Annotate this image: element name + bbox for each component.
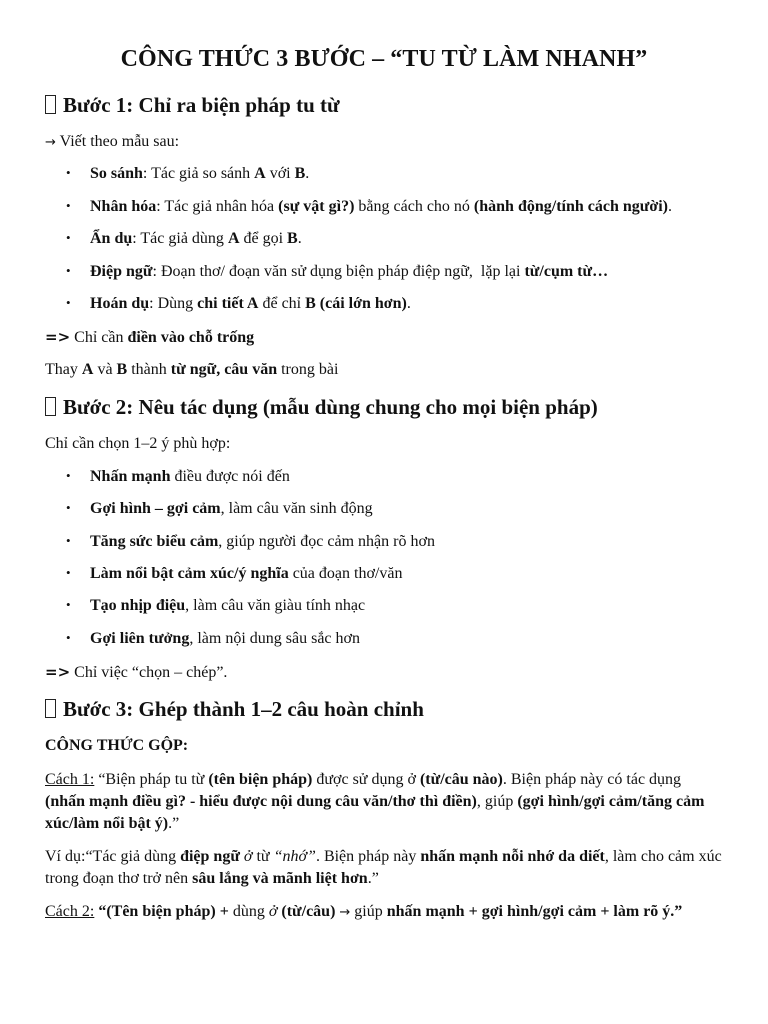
note-text: thành [127, 361, 171, 378]
para-text: dùng [232, 903, 269, 920]
heading-box-icon [45, 397, 56, 416]
item-text: với [265, 165, 295, 182]
para-text: “Biện pháp tu từ [94, 771, 209, 788]
item-bold: Gợi liên tưởng [90, 630, 190, 647]
list-item [90, 165, 309, 183]
conclusion-text: Chỉ cần [70, 329, 128, 346]
list-item [90, 533, 435, 551]
list-item [90, 468, 290, 486]
way2-label: Cách 2: [45, 903, 95, 920]
document-title: CÔNG THỨC 3 BƯỚC – “TU TỪ LÀM NHANH” [120, 46, 648, 72]
note-bold: từ ngữ, câu văn [170, 361, 278, 378]
para-text: Ví dụ:“Tác giả dùng [45, 848, 181, 865]
para-bold: (nhấn mạnh điều gì? - hiểu được nội dung câu văn/thơ thì điền) [45, 793, 477, 810]
step1-heading-text: Bước 1: Chỉ ra biện pháp tu từ [63, 93, 340, 117]
list-item [90, 630, 360, 648]
item-text: của đoạn thơ/văn [288, 565, 403, 582]
para-bold: (từ/câu) [277, 903, 336, 920]
step2-heading [45, 395, 598, 420]
step2-conclusion [45, 663, 227, 682]
para-text: .” [168, 815, 180, 832]
item-bold: B [294, 165, 306, 182]
note-bold: B [116, 361, 128, 378]
right-arrow-icon: → [45, 135, 56, 150]
heading-box-icon [45, 699, 56, 718]
conclusion-text: Chỉ việc “chọn – chép”. [70, 664, 228, 681]
para-text: giúp [350, 903, 387, 920]
item-text: . [406, 295, 411, 312]
item-term: Điệp ngữ [90, 263, 153, 280]
double-arrow-icon: => [45, 328, 71, 346]
item-text: . [297, 230, 302, 247]
list-item [90, 263, 608, 281]
para-bold: (tên biện pháp) [208, 771, 313, 788]
para-italic: ở [239, 848, 253, 865]
item-bold: Làm nổi bật cảm xúc/ý nghĩa [90, 565, 289, 582]
item-term: Nhân hóa [90, 198, 157, 215]
item-bold: A [254, 165, 266, 182]
list-item [90, 230, 302, 248]
item-text: , làm câu văn giàu tính nhạc [185, 597, 366, 614]
way1-paragraph [45, 769, 725, 835]
item-text: , làm câu văn sinh động [220, 500, 373, 517]
note-bold: A [81, 361, 94, 378]
step1-intro [45, 133, 179, 151]
para-text: , làm cho cảm xúc trong đoạn thơ trở nên [45, 848, 722, 887]
list-item [90, 597, 365, 615]
item-text: để chỉ [258, 295, 306, 312]
para-italic: “nhớ” [273, 848, 316, 865]
conclusion-bold: điền vào chỗ trống [127, 329, 255, 346]
para-bold: nhấn mạnh nỗi nhớ da diết [420, 848, 605, 865]
step3-heading-text: Bước 3: Ghép thành 1–2 câu hoàn chỉnh [63, 697, 424, 721]
note-text: và [93, 361, 117, 378]
para-text: . Biện pháp này [315, 848, 421, 865]
item-term: Ẩn dụ [90, 230, 133, 247]
para-text: được sử dụng ở [312, 771, 420, 788]
heading-box-icon [45, 95, 56, 114]
para-bold: “(Tên biện pháp) + [94, 903, 233, 920]
list-item [90, 198, 672, 216]
step1-replace-note [45, 361, 338, 379]
note-text: trong bài [277, 361, 339, 378]
item-bold: Tạo nhịp điệu [90, 597, 186, 614]
item-bold: (hành động/tính cách người) [473, 198, 668, 215]
para-text: từ [252, 848, 274, 865]
note-text: Thay [45, 361, 82, 378]
para-bold: điệp ngữ [180, 848, 240, 865]
para-text: , giúp [476, 793, 518, 810]
para-italic: ở [268, 903, 278, 920]
item-text: điều được nói đến [170, 468, 290, 485]
item-text: : Dùng [149, 295, 198, 312]
step2-intro: Chỉ cần chọn 1–2 ý phù hợp: [45, 435, 231, 452]
step2-heading-text: Bước 2: Nêu tác dụng (mẫu dùng chung cho mọi biện pháp) [63, 395, 598, 419]
para-text: . Biện pháp này có tác dụng [502, 771, 682, 788]
step1-intro-text: Viết theo mẫu sau: [59, 133, 180, 150]
item-bold: Nhấn mạnh [90, 468, 171, 485]
item-term: Hoán dụ [90, 295, 150, 312]
list-item [90, 295, 411, 313]
way2-paragraph [45, 901, 725, 924]
right-arrow-icon: → [339, 905, 351, 920]
item-text: : Tác giả so sánh [142, 165, 255, 182]
item-text: , giúp người đọc cảm nhận rõ hơn [218, 533, 435, 550]
item-text: : Tác giả dùng [132, 230, 228, 247]
para-bold: nhấn mạnh + gợi hình/gợi cảm + làm rõ ý.” [386, 903, 683, 920]
step3-heading [45, 697, 424, 722]
item-text: bằng cách cho nó [354, 198, 474, 215]
item-bold: từ/cụm từ… [524, 263, 609, 280]
para-bold: sâu lắng và mãnh liệt hơn [192, 870, 368, 887]
item-bold: chi tiết A [197, 295, 259, 312]
item-bold: Gợi hình – gợi cảm [90, 500, 221, 517]
para-text: .” [367, 870, 379, 887]
item-text: : Tác giả nhân hóa [156, 198, 279, 215]
item-term: So sánh [90, 165, 143, 182]
step1-heading [45, 93, 340, 118]
item-bold: (sự vật gì?) [278, 198, 355, 215]
item-bold: A [227, 230, 240, 247]
item-text: để gọi [239, 230, 288, 247]
item-bold: B (cái lớn hơn) [305, 295, 407, 312]
way1-label: Cách 1: [45, 771, 95, 788]
item-text: , làm nội dung sâu sắc hơn [189, 630, 360, 647]
step1-conclusion [45, 328, 254, 347]
item-bold: Tăng sức biểu cảm [90, 533, 219, 550]
example-paragraph [45, 846, 725, 890]
double-arrow-icon: => [45, 663, 71, 681]
item-text: . [668, 198, 672, 215]
list-item [90, 500, 373, 518]
list-item [90, 565, 402, 583]
para-bold: (từ/câu nào) [419, 771, 503, 788]
item-text: : Đoạn thơ/ đoạn văn sử dụng biện pháp điệp ngữ, lặp lại [152, 263, 525, 280]
item-text: . [305, 165, 310, 182]
para-bold: (gợi hình/gợi cảm/tăng cảm xúc/làm nổi bật ý) [45, 793, 705, 832]
formula-label: CÔNG THỨC GỘP: [45, 737, 189, 754]
item-bold: B [287, 230, 298, 247]
